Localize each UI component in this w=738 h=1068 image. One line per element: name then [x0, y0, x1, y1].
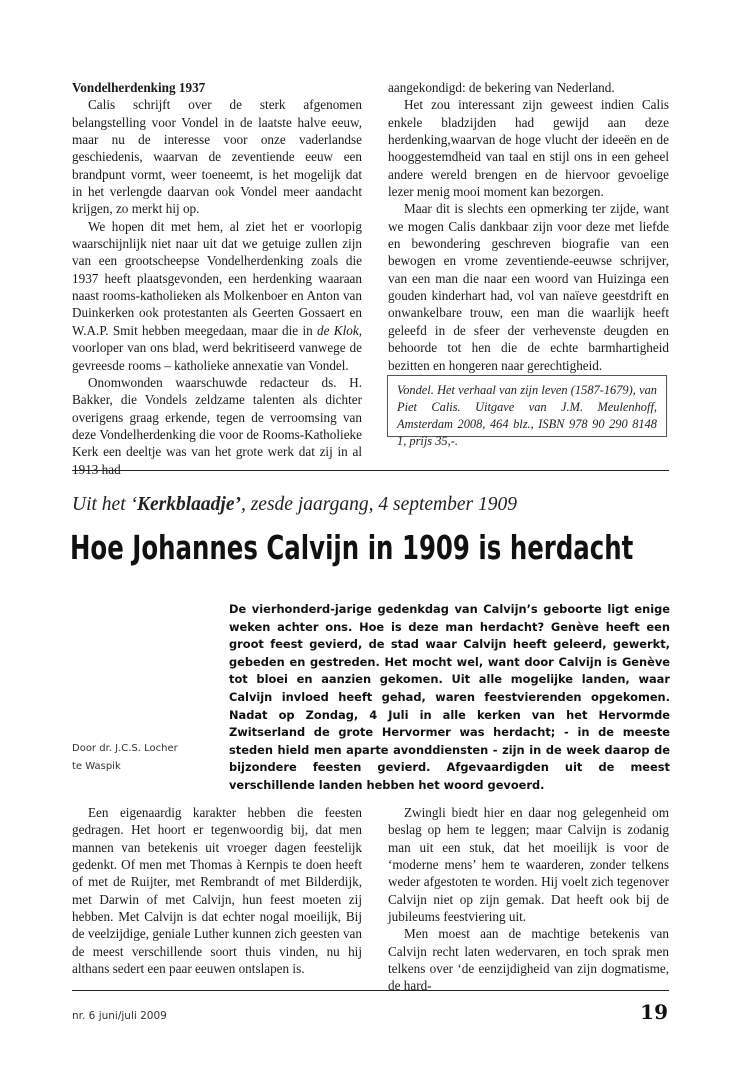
paragraph: Onomwonden waarschuwde redacteur ds. H. Bakker, die Vondels zeldzame talenten als dichter overigens graag erkende, tegen de verroomsing van deze Vondelherdenking die voor de Rooms-Katholieke Kerk een deeltje was van het grote werk dat zij in al 1913 had	[72, 374, 362, 477]
publication-title: de Klok	[317, 322, 359, 338]
article-column-bottom-right	[388, 804, 669, 995]
article-kicker	[72, 494, 672, 516]
paragraph: Het zou interessant zijn geweest indien Calis enkele bladzijden had gewijd aan deze herdenking,waarvan de hoge vlucht der ideeën en de hooggestemdheid van taal en stijl ons in een geheel andere wereld brengen en de hiervoor gevoelige lezer menig mooi moment kan bezorgen.	[388, 97, 669, 200]
kicker-prefix: Uit het ‘	[72, 494, 137, 515]
paragraph: aangekondigd: de bekering van Nederland.	[388, 80, 615, 95]
article-headline: Hoe Johannes Calvijn in 1909 is herdacht	[70, 528, 634, 567]
paragraph: Men moest aan de machtige betekenis van Calvijn recht laten wedervaren, en toch sprak men telkens over ‘de eenzijdigheid van zijn dogmatisme, de hard-	[388, 926, 669, 994]
article-column-bottom-left	[72, 804, 362, 977]
section-divider	[72, 470, 669, 471]
kicker-source: Kerkblaadje’	[136, 494, 241, 515]
paragraph-text: We hopen dit met hem, al ziet het er voorlopig waarschijnlijk niet naar uit dat we getuige zullen zijn van een grootscheepse Vondelherdenking zoals die 1937 heeft plaatsgevonden, een herdenking waaraan naast rooms-katholieken als Molkenboer en Anton van Duinkerken ook protestanten als Geerten Gossaert en W.A.P. Smit hebben meegedaan, maar die in	[72, 218, 362, 338]
paragraph: Maar dit is slechts een opmerking ter zijde, want we mogen Calis dankbaar zijn voor deze met liefde en bewondering geschreven biografie van een bewogen en vrome zeventiende-eeuwse schrijver, van een man die naar een woord van Huizinga een gouden kinderhart had, vol van naïeve geestdrift en onwankelbare trouw, een man die waarlijk heeft geleefd in de sfeer der verhevenste deugden en behoorde tot hen die de echte barmhartigheid bezitten en hongeren naar gerechtigheid.	[388, 201, 669, 373]
paragraph	[72, 218, 362, 374]
paragraph: Calis schrijft over de sterk afgenomen belangstelling voor Vondel in de laatste halve eeuw, maar nu de interesse voor onze vaderlandse geschiedenis, waarvan de zeventiende eeuw een brandpunt vormt, weer toeneemt, is het mogelijk dat in het verlengde daarvan ook Vondel meer aandacht krijgen, zo merkt hij op.	[72, 97, 362, 217]
article-column-top-left	[72, 79, 362, 478]
author-byline	[72, 740, 212, 775]
byline-location: te Waspik	[72, 760, 121, 772]
page-number: 19	[640, 1000, 668, 1024]
article-lead: De vierhonderd-jarige gedenkdag van Calvijn’s geboorte ligt enige weken achter ons. Hoe is deze man herdacht? Genève heeft een groot feest gevierd, de stad waar Calvijn heeft geleerd, gewerkt, gebeden en gestreden. Het mocht wel, want door Calvijn is Genève tot bloei en aanzien gekomen. Uit alle mogelijke landen, waar Calvijn invloed heeft gehad, waren feestvierenden opgekomen. Nadat op Zondag, 4 Juli in alle kerken van het Hervormde Zwitserland de grote Hervormer was herdacht; - in de meeste steden hield men aparte avonddiensten - zijn in de week daarop de bijzondere feesten gevierd. Afgevaardigden uit de meest verschillende landen hebben het woord gevoerd.	[229, 602, 670, 792]
paragraph-text: , voorloper van ons blad, werd bekritiseerd vanwege de gevreesde rooms – katholieke annexatie van Vondel.	[72, 322, 362, 373]
byline-author: Door dr. J.C.S. Locher	[72, 743, 178, 754]
paragraph: Zwingli biedt hier en daar nog gelegenheid om beslag op hem te leggen; maar Calvijn is zodanig man uit een stuk, dat het moeilijk is voor de ‘moderne mens’ hem te waarderen, zonder telkens weder afgestoten te worden. Hij voelt zich tegenover Calvijn niet op zijn gemak. Dat heeft ook bij de jubileums feestviering uit.	[388, 805, 669, 925]
kicker-suffix: , zesde jaargang, 4 september 1909	[240, 494, 518, 515]
book-info-box: Vondel. Het verhaal van zijn leven (1587-1679), van Piet Calis. Uitgave van J.M. Meulenhoff, Amsterdam 2008, 464 blz., ISBN 978 90 290 8148 1, prijs 35,-.	[387, 375, 667, 437]
article-column-top-right	[388, 79, 669, 374]
section-subheading: Vondelherdenking 1937	[72, 80, 206, 95]
issue-label: nr. 6 juni/juli 2009	[72, 1010, 167, 1022]
footer-divider	[72, 990, 669, 991]
paragraph: Een eigenaardig karakter hebben die feesten gedragen. Het hoort er tegenwoordig bij, dat men mannen van betekenis uit vroeger dagen feestelijk gedenkt. Of men met Thomas à Kernpis te doen heeft of met de Ruijter, met Rembrandt of met Bilderdijk, met Darwin of met Calvijn, hun feest moeten zij hebben. Met Calvijn is dat echter nogal moeilijk, Bij de veelzijdige, geniale Luther kunnen zich geesten van de meest verschillende soort thuis vinden, nu hij althans sedert een paar eeuwen ontslapen is.	[72, 805, 362, 977]
